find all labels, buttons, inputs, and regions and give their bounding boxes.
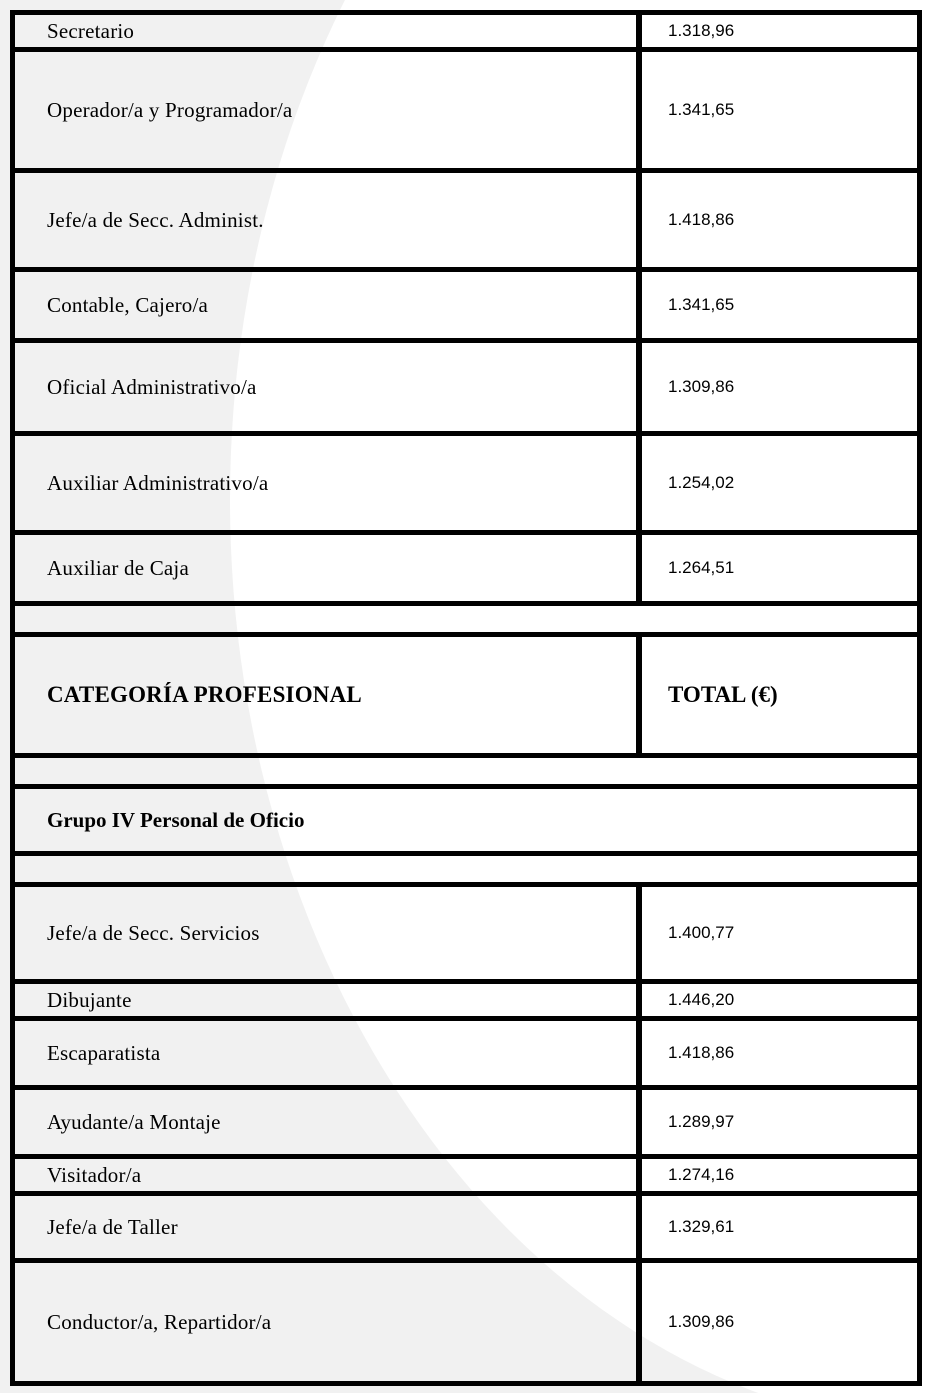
category-label: Visitador/a xyxy=(47,1162,142,1187)
total-cell xyxy=(636,272,917,338)
salary-table xyxy=(10,10,922,1386)
category-cell xyxy=(15,1159,636,1191)
total-cell xyxy=(636,1021,917,1085)
total-value: 1.341,65 xyxy=(668,100,735,119)
table-row xyxy=(15,168,917,267)
category-label: Jefe/a de Taller xyxy=(47,1214,178,1239)
total-value: 1.318,96 xyxy=(668,21,735,40)
total-value: 1.329,61 xyxy=(668,1217,735,1236)
total-cell xyxy=(636,1263,917,1381)
table-row xyxy=(15,47,917,168)
spacer-cell xyxy=(15,758,917,784)
table-row xyxy=(15,1258,917,1381)
category-cell xyxy=(15,535,636,601)
total-cell xyxy=(636,343,917,431)
group-title-cell xyxy=(15,789,917,851)
total-value: 1.254,02 xyxy=(668,473,735,492)
category-label: Secretario xyxy=(47,18,135,43)
group-title-label: Grupo IV Personal de Oficio xyxy=(47,807,305,832)
total-value: 1.446,20 xyxy=(668,990,735,1009)
total-value: 1.341,65 xyxy=(668,295,735,314)
category-label: Operador/a y Programador/a xyxy=(47,97,293,122)
category-cell xyxy=(15,52,636,168)
category-cell xyxy=(15,1090,636,1154)
table-row xyxy=(15,530,917,601)
category-label: Contable, Cajero/a xyxy=(47,292,209,317)
table-row xyxy=(15,1016,917,1085)
category-label: Jefe/a de Secc. Administ. xyxy=(47,207,264,232)
category-label: Conductor/a, Repartidor/a xyxy=(47,1309,272,1334)
total-cell xyxy=(636,1196,917,1258)
table-row xyxy=(15,882,917,979)
table-row xyxy=(15,979,917,1016)
total-value: 1.309,86 xyxy=(668,377,735,396)
category-label: Ayudante/a Montaje xyxy=(47,1109,221,1134)
category-cell xyxy=(15,343,636,431)
total-value: 1.264,51 xyxy=(668,558,735,577)
spacer-cell xyxy=(15,606,917,632)
category-cell xyxy=(15,436,636,530)
table-header-row xyxy=(15,632,917,753)
category-cell xyxy=(15,272,636,338)
total-value: 1.418,86 xyxy=(668,210,735,229)
total-cell xyxy=(636,15,917,47)
total-cell xyxy=(636,984,917,1016)
category-cell xyxy=(15,173,636,267)
total-header-label: TOTAL (€) xyxy=(668,682,778,707)
category-header-cell xyxy=(15,637,636,753)
group-title-row xyxy=(15,784,917,851)
total-value: 1.418,86 xyxy=(668,1043,735,1062)
category-cell xyxy=(15,1021,636,1085)
category-label: Oficial Administrativo/a xyxy=(47,374,257,399)
table-row xyxy=(15,1085,917,1154)
total-cell xyxy=(636,1159,917,1191)
category-cell xyxy=(15,887,636,979)
total-cell xyxy=(636,173,917,267)
category-cell xyxy=(15,984,636,1016)
category-label: Escaparatista xyxy=(47,1040,161,1065)
category-cell xyxy=(15,1196,636,1258)
total-cell xyxy=(636,436,917,530)
spacer-row xyxy=(15,851,917,882)
category-label: Jefe/a de Secc. Servicios xyxy=(47,920,260,945)
table-row xyxy=(15,15,917,47)
spacer-row xyxy=(15,601,917,632)
category-cell xyxy=(15,1263,636,1381)
total-cell xyxy=(636,1090,917,1154)
total-value: 1.289,97 xyxy=(668,1112,735,1131)
category-label: Dibujante xyxy=(47,987,132,1012)
category-cell xyxy=(15,15,636,47)
total-value: 1.400,77 xyxy=(668,923,735,942)
category-header-label: CATEGORÍA PROFESIONAL xyxy=(47,682,362,707)
total-cell xyxy=(636,52,917,168)
spacer-row xyxy=(15,753,917,784)
table-row xyxy=(15,1154,917,1191)
category-label: Auxiliar de Caja xyxy=(47,555,189,580)
table-row xyxy=(15,267,917,338)
table-row xyxy=(15,338,917,431)
total-header-cell xyxy=(636,637,917,753)
total-value: 1.309,86 xyxy=(668,1312,735,1331)
table-row xyxy=(15,431,917,530)
category-label: Auxiliar Administrativo/a xyxy=(47,470,269,495)
spacer-cell xyxy=(15,856,917,882)
total-cell xyxy=(636,887,917,979)
total-cell xyxy=(636,535,917,601)
table-row xyxy=(15,1191,917,1258)
total-value: 1.274,16 xyxy=(668,1165,735,1184)
